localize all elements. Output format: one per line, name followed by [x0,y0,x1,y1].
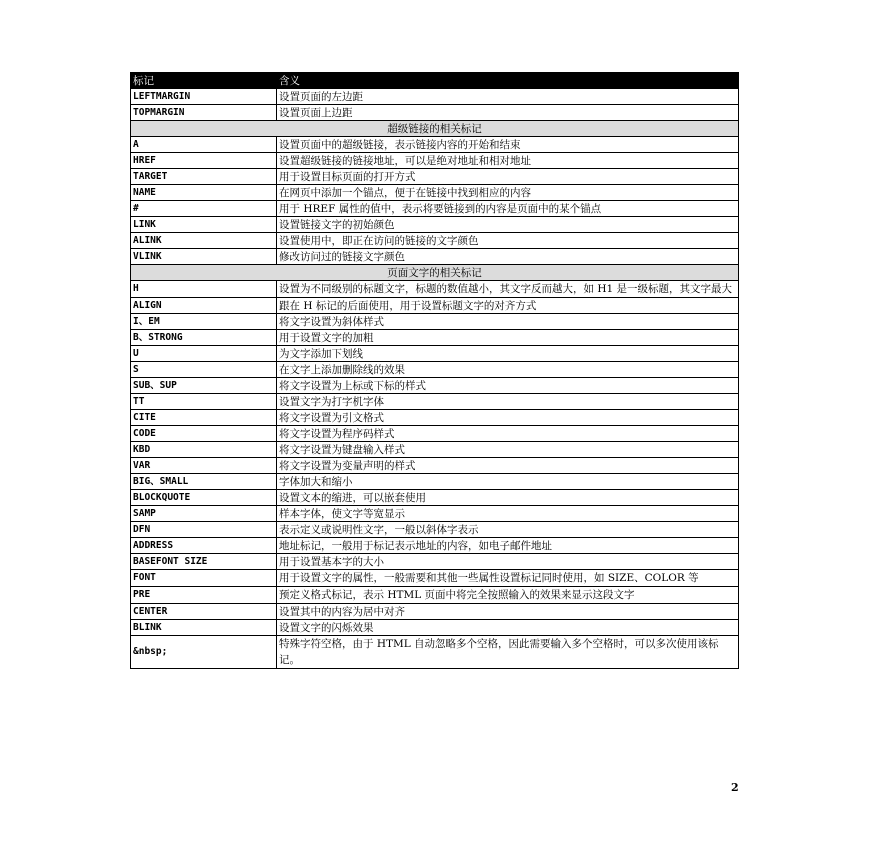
table-row [131,426,739,442]
table-row [131,587,739,604]
meaning-cell: 特殊字符空格，由于 HTML 自动忽略多个空格，因此需要输入多个空格时，可以多次使用该标记。 [277,636,739,669]
meaning-cell: 将文字设置为引文格式 [277,410,739,426]
table-row [131,330,739,346]
tag-cell: H [131,281,277,298]
meaning-cell: 用于设置目标页面的打开方式 [277,169,739,185]
meaning-cell: 表示定义或说明性文字，一般以斜体字表示 [277,522,739,538]
tag-cell: SUB、SUP [131,378,277,394]
tag-cell: ALINK [131,233,277,249]
table-row [131,185,739,201]
tag-cell: # [131,201,277,217]
tag-cell: LEFTMARGIN [131,89,277,105]
table-row [131,506,739,522]
table-row [131,105,739,121]
table-row [131,233,739,249]
table-row [131,554,739,570]
meaning-cell: 将文字设置为斜体样式 [277,314,739,330]
tag-cell: VLINK [131,249,277,265]
table-row [131,394,739,410]
meaning-cell: 设置文字为打字机字体 [277,394,739,410]
tag-cell: TT [131,394,277,410]
meaning-cell: 设置页面的左边距 [277,89,739,105]
meaning-cell: 用于设置基本字的大小 [277,554,739,570]
meaning-cell: 设置超级链接的链接地址，可以是绝对地址和相对地址 [277,153,739,169]
table-header-row [131,73,739,89]
table-row [131,522,739,538]
tag-cell: BIG、SMALL [131,474,277,490]
tag-cell: CITE [131,410,277,426]
table-row [131,169,739,185]
tag-cell: SAMP [131,506,277,522]
table-row [131,314,739,330]
tag-cell: CODE [131,426,277,442]
meaning-cell: 修改访问过的链接文字颜色 [277,249,739,265]
meaning-cell: 样本字体，使文字等宽显示 [277,506,739,522]
meaning-cell: 设置使用中，即正在访问的链接的文字颜色 [277,233,739,249]
table-row [131,604,739,620]
header-tag-cell: 标记 [131,73,277,89]
table-row [131,137,739,153]
table-row [131,249,739,265]
section-title: 超级链接的相关标记 [131,121,739,137]
meaning-cell: 用于设置文字的属性，一般需要和其他一些属性设置标记同时使用，如 SIZE、COLOR 等 [277,570,739,587]
tag-cell: BLOCKQUOTE [131,490,277,506]
tag-cell: BLINK [131,620,277,636]
table-row [131,217,739,233]
tag-cell: A [131,137,277,153]
section-header-row [131,121,739,137]
tag-cell: FONT [131,570,277,587]
table-row [131,410,739,426]
meaning-cell: 设置链接文字的初始颜色 [277,217,739,233]
tag-cell: TOPMARGIN [131,105,277,121]
tag-cell: U [131,346,277,362]
tag-cell: BASEFONT SIZE [131,554,277,570]
meaning-cell: 将文字设置为程序码样式 [277,426,739,442]
table-body [131,73,739,669]
header-meaning-cell: 含义 [277,73,739,89]
table-row [131,89,739,105]
meaning-cell: 设置为不同级别的标题文字，标题的数值越小，其文字反而越大，如 H1 是一级标题，其文字最大 [277,281,739,298]
page-number: 2 [731,781,739,794]
meaning-cell: 设置页面上边距 [277,105,739,121]
meaning-cell: 设置其中的内容为居中对齐 [277,604,739,620]
section-title: 页面文字的相关标记 [131,265,739,281]
meaning-cell: 地址标记，一般用于标记表示地址的内容，如电子邮件地址 [277,538,739,554]
meaning-cell: 字体加大和缩小 [277,474,739,490]
tag-cell: PRE [131,587,277,604]
meaning-cell: 预定义格式标记，表示 HTML 页面中将完全按照输入的效果来显示这段文字 [277,587,739,604]
meaning-cell: 为文字添加下划线 [277,346,739,362]
table-row [131,153,739,169]
meaning-cell: 将文字设置为键盘输入样式 [277,442,739,458]
meaning-cell: 设置文本的缩进，可以嵌套使用 [277,490,739,506]
table-row [131,362,739,378]
tag-cell: &nbsp; [131,636,277,669]
table-row [131,458,739,474]
table-row [131,201,739,217]
tag-cell: KBD [131,442,277,458]
meaning-cell: 设置页面中的超级链接，表示链接内容的开始和结束 [277,137,739,153]
meaning-cell: 将文字设置为上标或下标的样式 [277,378,739,394]
table-row [131,474,739,490]
table-row [131,281,739,298]
meaning-cell: 跟在 H 标记的后面使用，用于设置标题文字的对齐方式 [277,298,739,314]
meaning-cell: 在网页中添加一个锚点，便于在链接中找到相应的内容 [277,185,739,201]
tag-cell: NAME [131,185,277,201]
table-row [131,636,739,669]
meaning-cell: 将文字设置为变量声明的样式 [277,458,739,474]
tag-cell: TARGET [131,169,277,185]
section-header-row [131,265,739,281]
tag-cell: VAR [131,458,277,474]
table-row [131,490,739,506]
table-row [131,620,739,636]
tag-cell: LINK [131,217,277,233]
table-row [131,298,739,314]
tag-cell: HREF [131,153,277,169]
meaning-cell: 设置文字的闪烁效果 [277,620,739,636]
table-row [131,378,739,394]
tag-cell: CENTER [131,604,277,620]
table-row [131,346,739,362]
meaning-cell: 用于 HREF 属性的值中，表示将要链接到的内容是页面中的某个锚点 [277,201,739,217]
html-tag-reference-table [130,72,739,669]
tag-cell: ALIGN [131,298,277,314]
tag-cell: I、EM [131,314,277,330]
meaning-cell: 在文字上添加删除线的效果 [277,362,739,378]
meaning-cell: 用于设置文字的加粗 [277,330,739,346]
table-row [131,570,739,587]
tag-cell: ADDRESS [131,538,277,554]
tag-cell: B、STRONG [131,330,277,346]
tag-cell: DFN [131,522,277,538]
tag-cell: S [131,362,277,378]
table-row [131,442,739,458]
table-row [131,538,739,554]
